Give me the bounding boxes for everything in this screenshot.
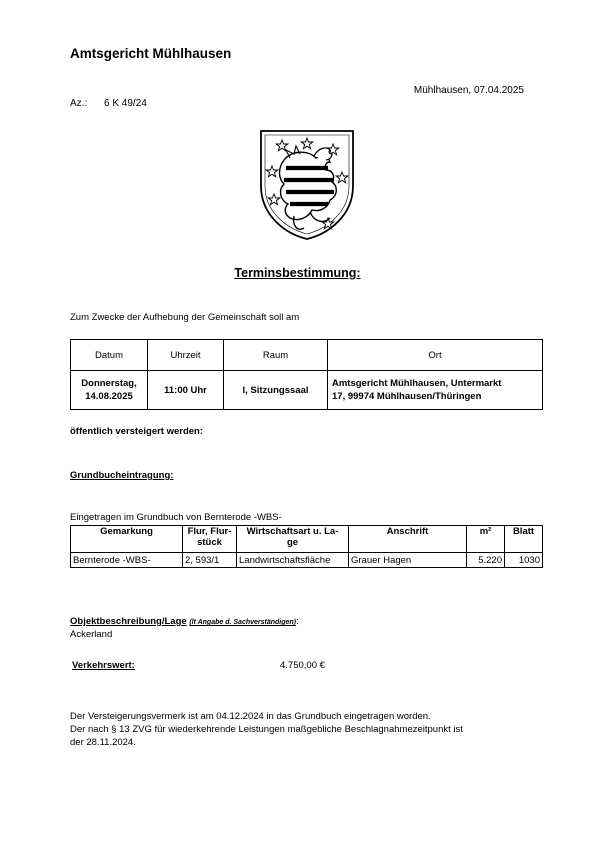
header-flur-line1: Flur, Flur- (187, 526, 232, 537)
objekt-colon: : (296, 616, 299, 627)
header-qm: m² (467, 526, 505, 553)
header-raum: Raum (224, 340, 328, 371)
grundbuch-table (70, 525, 543, 568)
objekt-source: (lt Angabe d. Sachverständigen) (189, 619, 297, 626)
case-number-value: 6 K 49/24 (104, 98, 147, 109)
grundbuch-registered: Eingetragen im Grundbuch von Bernterode -WBS- (70, 512, 282, 523)
termin-table (70, 339, 543, 410)
cell-datum (71, 371, 148, 410)
cell-ort (328, 371, 543, 410)
document-title: Terminsbestimmung: (234, 266, 361, 280)
objekt-value: Ackerland (70, 629, 113, 640)
cell-gemarkung: Bernterode -WBS- (71, 553, 183, 568)
header-flur-line2: stück (197, 537, 222, 548)
header-wirtschaftsart-line1: Wirtschaftsart u. La- (246, 526, 339, 537)
header-anschrift: Anschrift (349, 526, 467, 553)
termin-table-header (71, 340, 543, 371)
court-name: Amtsgericht Mühlhausen (70, 46, 232, 61)
ort-line1: Amtsgericht Mühlhausen, Untermarkt (332, 378, 502, 389)
datum-weekday: Donnerstag, (81, 378, 137, 389)
note-line2: Der nach § 13 ZVG für wiederkehrende Leistungen maßgebliche Beschlagnahmezeitpunkt ist (70, 724, 463, 735)
coat-of-arms-icon (258, 128, 356, 242)
datum-date: 14.08.2025 (85, 391, 133, 402)
objekt-label: Objektbeschreibung/Lage (70, 616, 187, 627)
grundbuch-heading: Grundbucheintragung: (70, 470, 174, 481)
table-row (71, 371, 543, 410)
verkehrswert-label: Verkehrswert: (72, 660, 135, 671)
ort-line2: 17, 99974 Mühlhausen/Thüringen (332, 391, 482, 402)
header-uhrzeit: Uhrzeit (148, 340, 224, 371)
table-row (71, 553, 543, 568)
cell-raum: I, Sitzungssaal (224, 371, 328, 410)
closing-note (70, 710, 540, 749)
header-gemarkung: Gemarkung (71, 526, 183, 553)
header-datum: Datum (71, 340, 148, 371)
place-date: Mühlhausen, 07.04.2025 (413, 85, 524, 96)
note-line1: Der Versteigerungsvermerk ist am 04.12.2024 in das Grundbuch eingetragen worden. (70, 711, 431, 722)
header-ort: Ort (328, 340, 543, 371)
note-line3: der 28.11.2024. (70, 737, 136, 748)
grundbuch-table-header (71, 526, 543, 553)
cell-flur: 2, 593/1 (183, 553, 237, 568)
header-wirtschaftsart-line2: ge (286, 537, 299, 548)
cell-uhrzeit: 11:00 Uhr (148, 371, 224, 410)
auction-notice: öffentlich versteigert werden: (70, 426, 204, 437)
case-number-label: Az.: (70, 98, 88, 109)
cell-wirtschaftsart: Landwirtschaftsfläche (237, 553, 349, 568)
cell-qm: 5.220 (467, 553, 505, 568)
case-number (70, 98, 147, 109)
header-wirtschaftsart (237, 526, 349, 553)
objekt-heading (70, 616, 299, 627)
intro-text: Zum Zwecke der Aufhebung der Gemeinschaft soll am (70, 312, 300, 323)
verkehrswert-value: 4.750,00 € (280, 660, 325, 671)
header-flur (183, 526, 237, 553)
header-blatt: Blatt (505, 526, 543, 553)
cell-anschrift: Grauer Hagen (349, 553, 467, 568)
cell-blatt: 1030 (505, 553, 543, 568)
